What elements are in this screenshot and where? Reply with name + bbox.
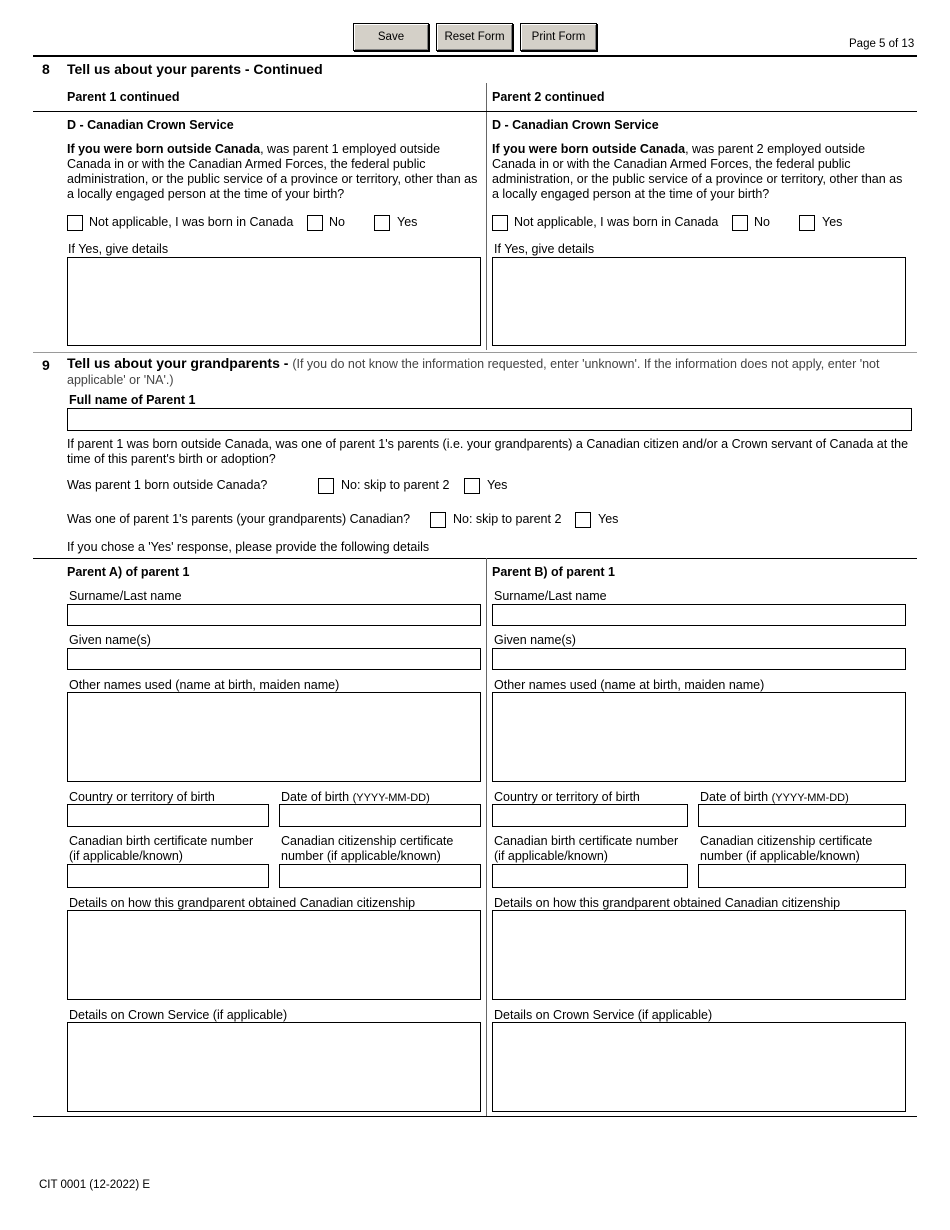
grandA-other-textarea[interactable] (67, 692, 481, 782)
column-divider (486, 558, 487, 1116)
grandA-obtained-label: Details on how this grandparent obtained Canadian citizenship (69, 896, 416, 910)
parent1-subheader: D - Canadian Crown Service (67, 118, 234, 132)
form-code: CIT 0001 (12-2022) E (39, 1179, 151, 1191)
section-title: Tell us about your grandparents - (67, 355, 293, 371)
grandA-given-input[interactable] (67, 648, 481, 670)
grandA-crown-textarea[interactable] (67, 1022, 481, 1112)
print-form-button[interactable]: Print Form (520, 23, 597, 51)
grandparent-canadian-no-checkbox[interactable] (430, 512, 446, 528)
grandparent-canadian-question: Was one of parent 1's parents (your grandparents) Canadian? (67, 512, 411, 526)
parent1-details-label: If Yes, give details (68, 242, 169, 256)
reset-form-button[interactable]: Reset Form (436, 23, 513, 51)
page-number: Page 5 of 13 (849, 38, 915, 50)
parent2-yes-label: Yes (822, 215, 843, 229)
grandB-country-label: Country or territory of birth (494, 790, 640, 804)
grandparent-canadian-no-label: No: skip to parent 2 (453, 512, 562, 526)
save-button[interactable]: Save (353, 23, 429, 51)
parent2-details-label: If Yes, give details (494, 242, 595, 256)
section-title: Tell us about your parents - Continued (67, 61, 323, 77)
parent2-na-label: Not applicable, I was born in Canada (514, 215, 719, 229)
grandA-country-input[interactable] (67, 804, 269, 827)
grandB-header: Parent B) of parent 1 (492, 565, 615, 579)
section9-heading (67, 355, 907, 388)
grandB-birthcert-label-1: Canadian birth certificate number (494, 834, 679, 848)
grandA-birthcert-input[interactable] (67, 864, 269, 888)
grandB-country-input[interactable] (492, 804, 688, 827)
dob-format: (YYYY-MM-DD) (771, 792, 849, 804)
yes-note: If you chose a 'Yes' response, please provide the following details (67, 540, 430, 554)
parent1-no-checkbox[interactable] (307, 215, 323, 231)
grandA-citcert-label-1: Canadian citizenship certificate (281, 834, 454, 848)
grandB-surname-input[interactable] (492, 604, 906, 626)
parent1-na-label: Not applicable, I was born in Canada (89, 215, 294, 229)
column-divider (486, 83, 487, 350)
grandB-obtained-label: Details on how this grandparent obtained Canadian citizenship (494, 896, 841, 910)
grandA-header: Parent A) of parent 1 (67, 565, 190, 579)
parent1-no-label: No (329, 215, 345, 229)
grandB-birthcert-label-2: (if applicable/known) (494, 849, 608, 863)
grandA-citcert-label-2: number (if applicable/known) (281, 849, 441, 863)
grandB-other-textarea[interactable] (492, 692, 906, 782)
section-number: 8 (42, 61, 50, 77)
parent1-header: Parent 1 continued (67, 90, 180, 104)
born-outside-question: Was parent 1 born outside Canada? (67, 478, 268, 492)
dob-text: Date of birth (281, 790, 353, 804)
grandparents-intro: If parent 1 was born outside Canada, was one of parent 1's parents (i.e. your grandparents) a Canadian citizen and/or a Crown servant of Canada at the time of this parent's birth or adoption? (67, 437, 909, 466)
grandB-dob-input[interactable] (698, 804, 906, 827)
grandA-surname-label: Surname/Last name (69, 589, 182, 603)
divider (33, 111, 917, 112)
parent1-yes-checkbox[interactable] (374, 215, 390, 231)
parent2-no-checkbox[interactable] (732, 215, 748, 231)
divider (33, 558, 917, 559)
grandB-citcert-label-2: number (if applicable/known) (700, 849, 860, 863)
divider (33, 55, 917, 57)
grandB-crown-label: Details on Crown Service (if applicable) (494, 1008, 713, 1022)
parent2-header: Parent 2 continued (492, 90, 605, 104)
grandA-birthcert-label-2: (if applicable/known) (69, 849, 183, 863)
grandB-other-label: Other names used (name at birth, maiden name) (494, 678, 765, 692)
dob-format: (YYYY-MM-DD) (352, 792, 430, 804)
grandA-country-label: Country or territory of birth (69, 790, 215, 804)
grandA-surname-input[interactable] (67, 604, 481, 626)
fullname-parent1-input[interactable] (67, 408, 912, 431)
parent1-details-textarea[interactable] (67, 257, 481, 346)
grandB-crown-textarea[interactable] (492, 1022, 906, 1112)
section9-instructions: (If you do not know the information requested, enter 'unknown'. If the information does not apply, enter 'not applicable' or 'NA'.) (67, 357, 880, 387)
grandA-crown-label: Details on Crown Service (if applicable) (69, 1008, 288, 1022)
parent2-yes-checkbox[interactable] (799, 215, 815, 231)
grandA-given-label: Given name(s) (69, 633, 151, 647)
parent1-na-checkbox[interactable] (67, 215, 83, 231)
grandA-dob-input[interactable] (279, 804, 481, 827)
grandB-given-label: Given name(s) (494, 633, 576, 647)
parent1-crown-question (67, 142, 479, 202)
grandB-birthcert-input[interactable] (492, 864, 688, 888)
born-outside-no-checkbox[interactable] (318, 478, 334, 494)
question-rest: , was parent 2 employed outside Canada in or with the Canadian Armed Forces, the federal public administration, or the public service of a province or territory, other than as a locally engaged person at the time of your birth? (492, 142, 903, 201)
grandA-other-label: Other names used (name at birth, maiden name) (69, 678, 340, 692)
parent2-crown-question (492, 142, 904, 202)
grandA-birthcert-label-1: Canadian birth certificate number (69, 834, 254, 848)
question-bold: If you were born outside Canada (492, 142, 686, 156)
parent2-details-textarea[interactable] (492, 257, 906, 346)
parent2-no-label: No (754, 215, 770, 229)
fullname-parent1-label: Full name of Parent 1 (69, 393, 196, 407)
born-outside-no-label: No: skip to parent 2 (341, 478, 450, 492)
question-rest: , was parent 1 employed outside Canada in or with the Canadian Armed Forces, the federal public administration, or the public service of a province or territory, other than as a locally engaged person at the time of your birth? (67, 142, 478, 201)
grandB-citcert-label-1: Canadian citizenship certificate (700, 834, 873, 848)
grandB-obtained-textarea[interactable] (492, 910, 906, 1000)
dob-text: Date of birth (700, 790, 772, 804)
divider (33, 352, 917, 353)
grandB-surname-label: Surname/Last name (494, 589, 607, 603)
parent2-na-checkbox[interactable] (492, 215, 508, 231)
born-outside-yes-label: Yes (487, 478, 508, 492)
born-outside-yes-checkbox[interactable] (464, 478, 480, 494)
grandB-given-input[interactable] (492, 648, 906, 670)
grandparent-canadian-yes-label: Yes (598, 512, 619, 526)
grandA-obtained-textarea[interactable] (67, 910, 481, 1000)
parent1-yes-label: Yes (397, 215, 418, 229)
parent2-subheader: D - Canadian Crown Service (492, 118, 659, 132)
question-bold: If you were born outside Canada (67, 142, 261, 156)
section-number: 9 (42, 357, 50, 373)
grandA-citcert-input[interactable] (279, 864, 481, 888)
grandparent-canadian-yes-checkbox[interactable] (575, 512, 591, 528)
divider (33, 1116, 917, 1117)
grandB-citcert-input[interactable] (698, 864, 906, 888)
